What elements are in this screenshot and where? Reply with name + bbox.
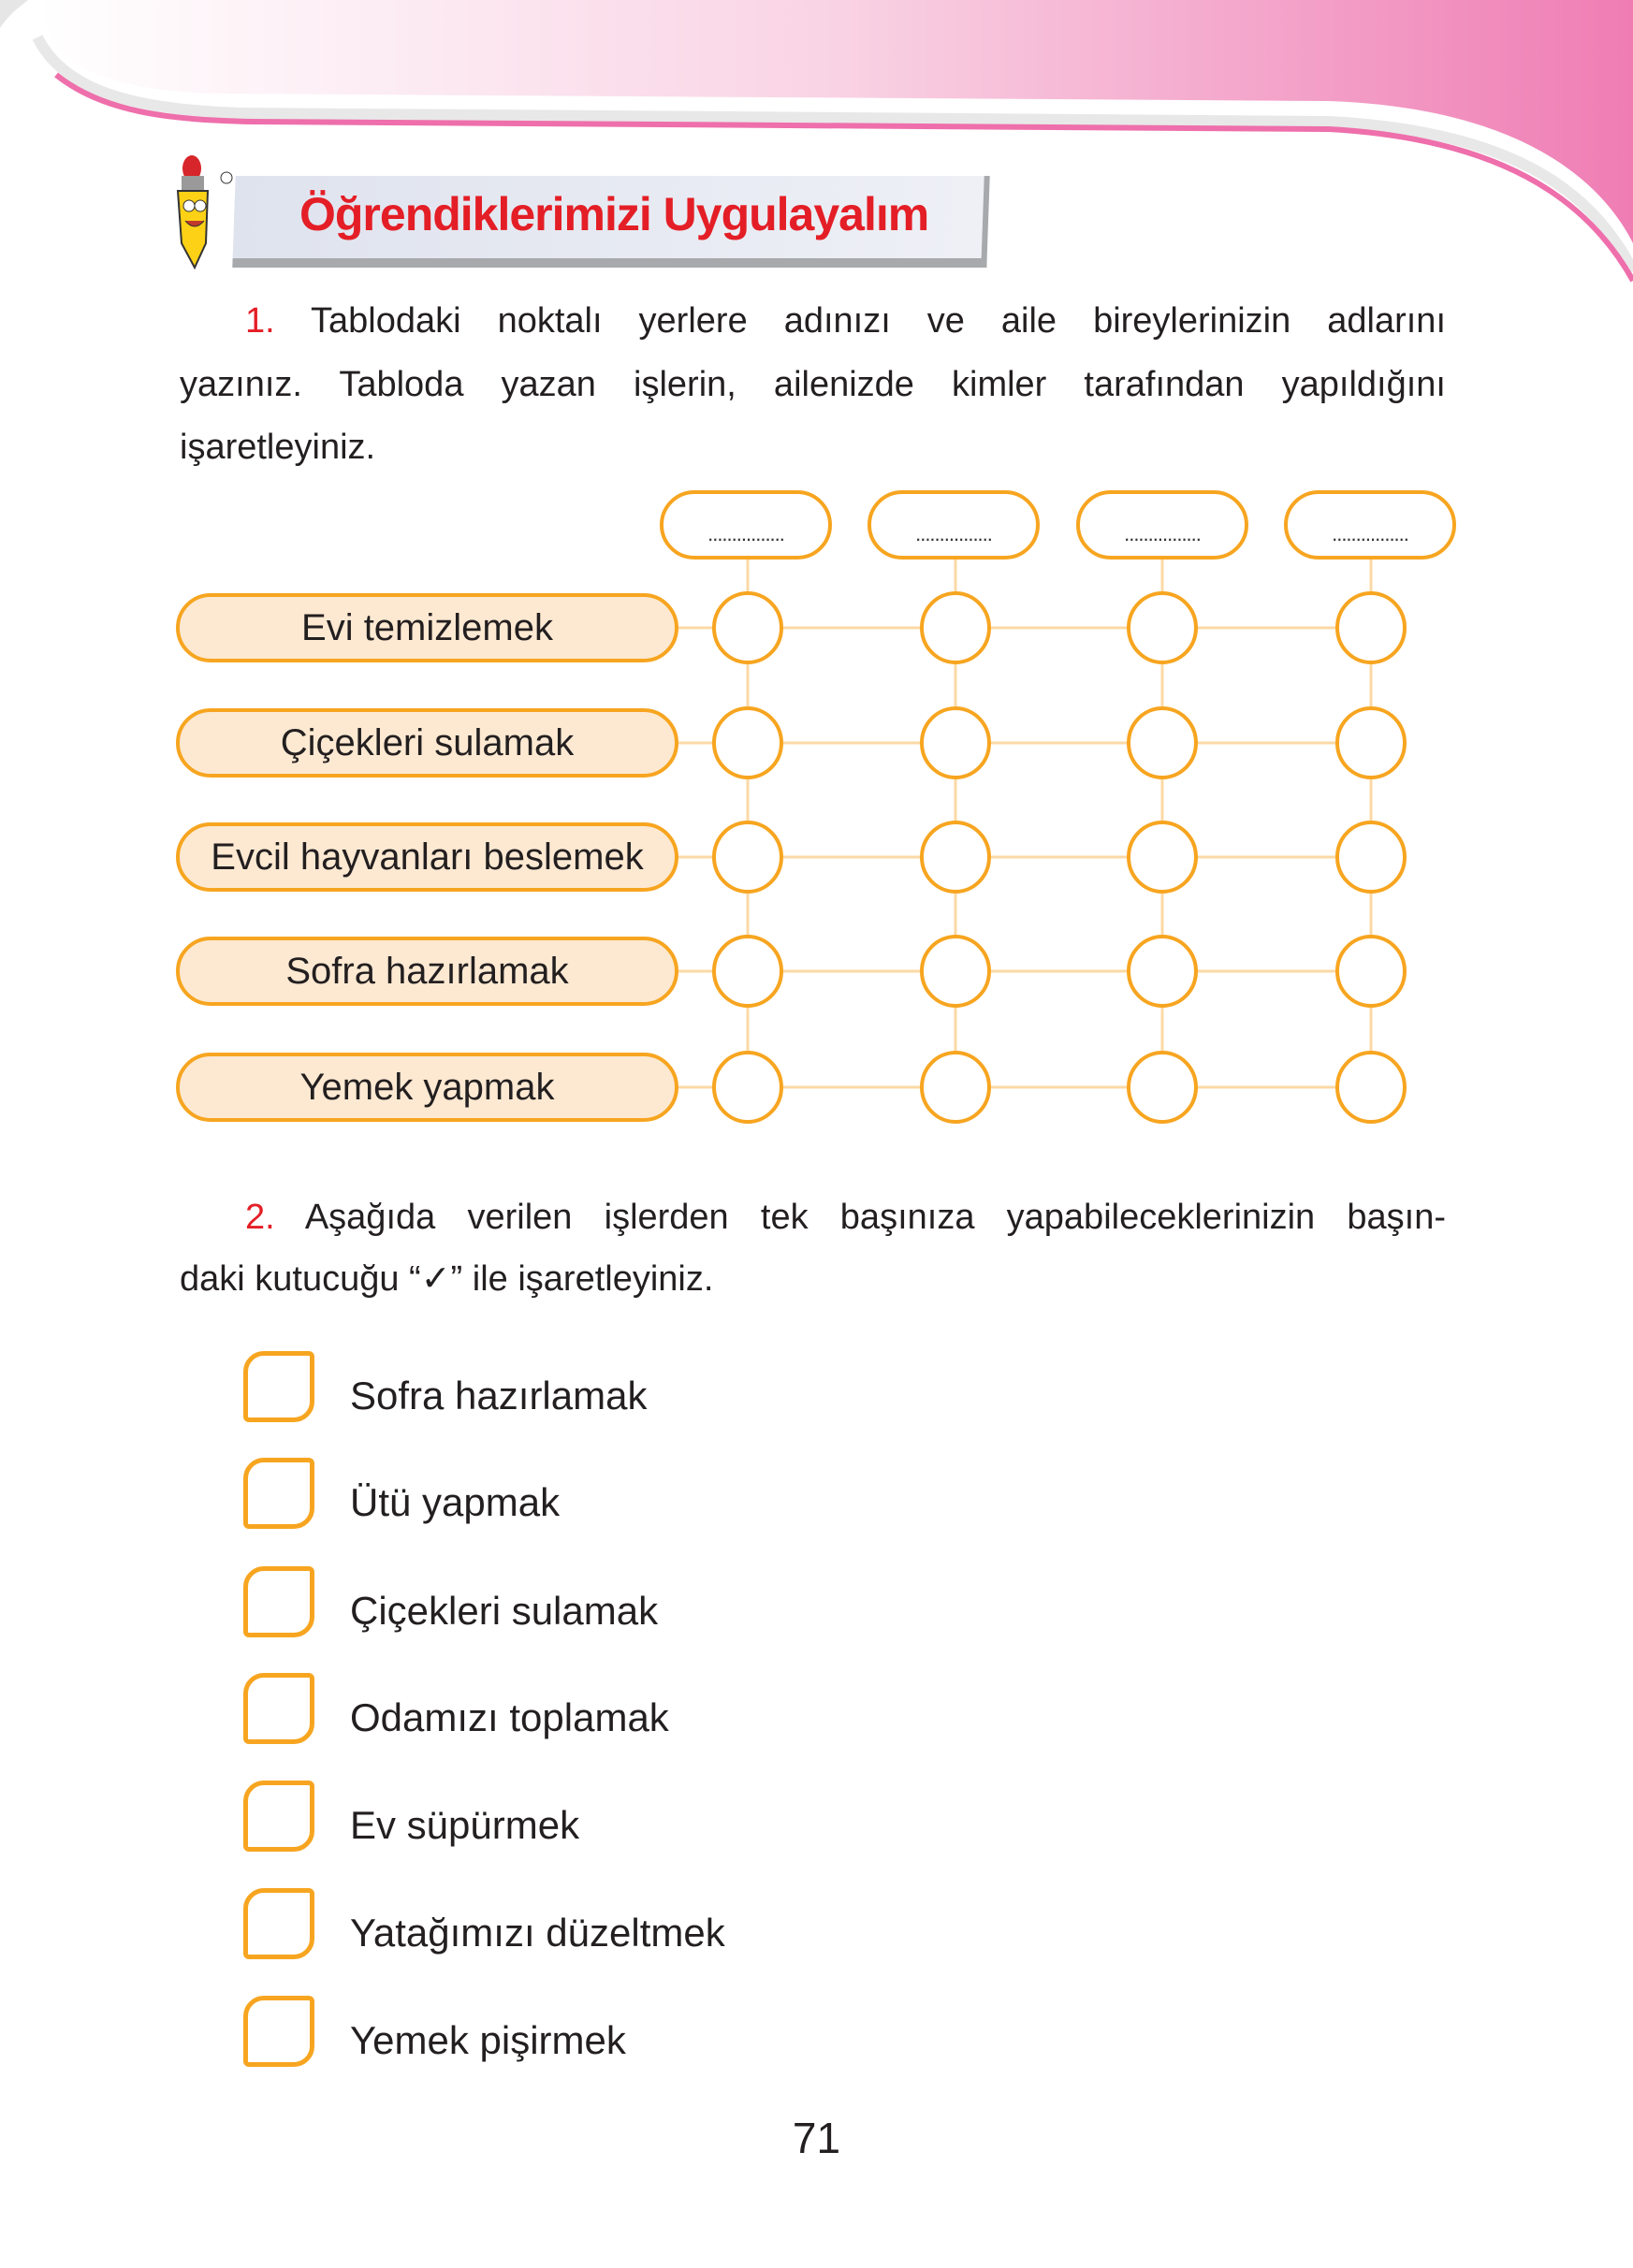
answer-circle-r2-c1[interactable] [714,708,781,778]
task-label: Çiçekleri sulamak [176,708,678,778]
checkbox[interactable] [243,1458,314,1529]
q2-text-1: Aşağıda verilen işlerden tek başınıza yapabileceklerinizin başın- [304,1198,1446,1237]
task-label: Evi temizlemek [176,593,678,662]
answer-circle-r4-c1[interactable] [714,937,781,1006]
checkbox-label: Odamızı toplamak [350,1695,669,1739]
q1-text-1: Tablodaki noktalı yerlere adınızı ve aile bireylerinizin adlarını [311,301,1446,341]
answer-circle-r5-c3[interactable] [1129,1053,1196,1122]
checkbox[interactable] [243,1888,314,1959]
answer-circle-r3-c1[interactable] [714,822,781,892]
q2-line-2: daki kutucuğu “✓” ile işaretleyiniz. [180,1259,714,1299]
checkbox[interactable] [243,1996,314,2067]
answer-circle-r5-c1[interactable] [714,1053,781,1122]
checkbox-label: Yemek pişirmek [350,2018,626,2062]
answer-circle-r3-c2[interactable] [922,822,989,892]
checkbox-label: Çiçekleri sulamak [350,1589,659,1633]
page-number: 71 [792,2114,841,2162]
q2-number: 2. [245,1198,275,1237]
family-member-name-field-3[interactable]: ................ [1076,490,1248,560]
answer-circle-r5-c2[interactable] [922,1053,989,1122]
task-label: Sofra hazırlamak [176,937,678,1006]
answer-circle-r5-c4[interactable] [1337,1053,1405,1122]
answer-circle-r1-c1[interactable] [714,593,781,662]
checkbox-label: Yatağımızı düzeltmek [350,1911,725,1955]
answer-circle-r3-c3[interactable] [1129,822,1196,892]
q2-line-1 [245,1189,1446,1245]
family-member-name-field-1[interactable]: ................ [660,490,832,560]
answer-circle-r4-c4[interactable] [1337,937,1405,1006]
section-title: Öğrendiklerimizi Uygulayalım [299,188,929,240]
answer-circle-r2-c2[interactable] [922,708,989,778]
task-label: Yemek yapmak [176,1053,678,1122]
answer-circle-r4-c2[interactable] [922,937,989,1006]
family-member-name-field-2[interactable]: ................ [868,490,1040,560]
answer-circle-r1-c4[interactable] [1337,593,1405,662]
checkbox[interactable] [243,1781,314,1852]
checkbox[interactable] [243,1566,314,1637]
task-label: Evcil hayvanları beslemek [176,822,678,892]
checkbox[interactable] [243,1673,314,1744]
checkbox-label: Ütü yapmak [350,1480,561,1524]
answer-circle-r2-c3[interactable] [1129,708,1196,778]
answer-circle-r1-c2[interactable] [922,593,989,662]
q1-line-2: yazınız. Tabloda yazan işlerin, ailenizde kimler tarafından yapıldığını [180,365,1446,404]
checkbox[interactable] [243,1351,314,1422]
q1-line-3: işaretleyiniz. [180,428,376,467]
checkbox-label: Sofra hazırlamak [350,1374,648,1418]
answer-circle-r3-c4[interactable] [1337,822,1405,892]
answer-circle-r4-c3[interactable] [1129,937,1196,1006]
q1-number: 1. [245,301,275,341]
answer-circle-r1-c3[interactable] [1129,593,1196,662]
checkbox-label: Ev süpürmek [350,1803,580,1847]
answer-circle-r2-c4[interactable] [1337,708,1405,778]
family-member-name-field-4[interactable]: ................ [1284,490,1456,560]
